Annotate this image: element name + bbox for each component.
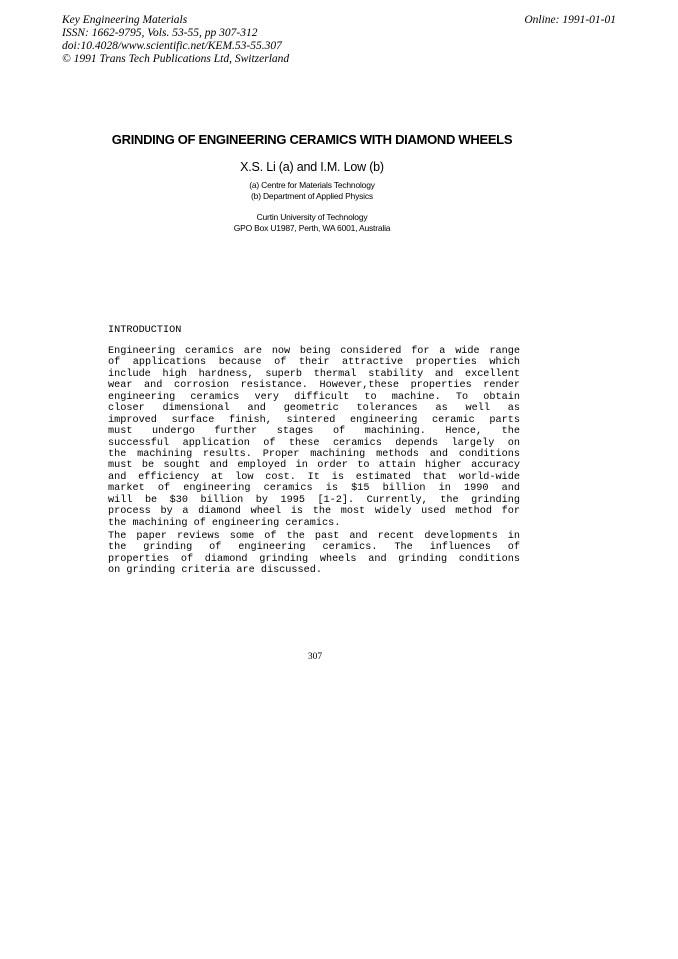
page-number: 307 (307, 652, 323, 662)
text-line: The paper reviews some of the past and recent developments in (108, 531, 520, 542)
intro-paragraph-1 (108, 346, 520, 529)
text-line: must be sought and employed in order to attain higher accuracy (108, 460, 520, 472)
paper-title: GRINDING OF ENGINEERING CERAMICS WITH DIAMOND WHEELS (111, 132, 513, 147)
text-line: process by a diamond wheel is the most widely used method for (108, 506, 520, 518)
text-line: successful application of these ceramics depends largely on (108, 437, 520, 449)
text-line: include high hardness, superb thermal stability and excellent (108, 368, 520, 380)
text-line: wear and corrosion resistance. However,these properties render (108, 380, 520, 392)
section-heading-introduction: INTRODUCTION (108, 325, 182, 336)
text-line: will be $30 billion by 1995 [1-2]. Currently, the grinding (108, 494, 520, 506)
text-line: Engineering ceramics are now being considered for a wide range (108, 346, 520, 357)
address: GPO Box U1987, Perth, WA 6001, Australia (233, 223, 391, 233)
affiliation-a: (a) Centre for Materials Technology (249, 180, 375, 190)
text-line: the machining results. Proper machining methods and conditions (108, 448, 520, 460)
online-date: Online: 1991-01-01 (524, 14, 616, 26)
university: Curtin University of Technology (256, 212, 368, 222)
text-line: and efficiency at low cost. It is estimated that world-wide (108, 471, 520, 483)
citation-header (62, 14, 289, 66)
text-line: improved surface finish, sintered engineering ceramic parts (108, 414, 520, 426)
doi-line: doi:10.4028/www.scientific.net/KEM.53-55.307 (62, 40, 282, 52)
text-line: closer dimensional and geometric tolerances as well as (108, 403, 520, 415)
text-line: engineering ceramics very difficult to machine. To obtain (108, 391, 520, 403)
copyright-line: © 1991 Trans Tech Publications Ltd, Switzerland (62, 53, 290, 65)
text-line: on grinding criteria are discussed. (108, 565, 322, 577)
affiliation-b: (b) Department of Applied Physics (251, 191, 373, 201)
journal-name: Key Engineering Materials (62, 14, 188, 26)
issn-line: ISSN: 1662-9795, Vols. 53-55, pp 307-312 (62, 27, 258, 39)
text-line: properties of diamond grinding wheels and grinding conditions (108, 553, 520, 565)
authors: X.S. Li (a) and I.M. Low (b) (240, 160, 384, 174)
intro-paragraph-2 (108, 531, 520, 577)
text-line: must undergo further stages of machining. Hence, the (108, 426, 520, 438)
text-line: market of engineering ceramics is $15 billion in 1990 and (108, 483, 520, 495)
text-line: of applications because of their attractive properties which (108, 357, 520, 369)
text-line: the machining of engineering ceramics. (108, 517, 341, 529)
text-line: the grinding of engineering ceramics. The influences of (108, 542, 520, 554)
